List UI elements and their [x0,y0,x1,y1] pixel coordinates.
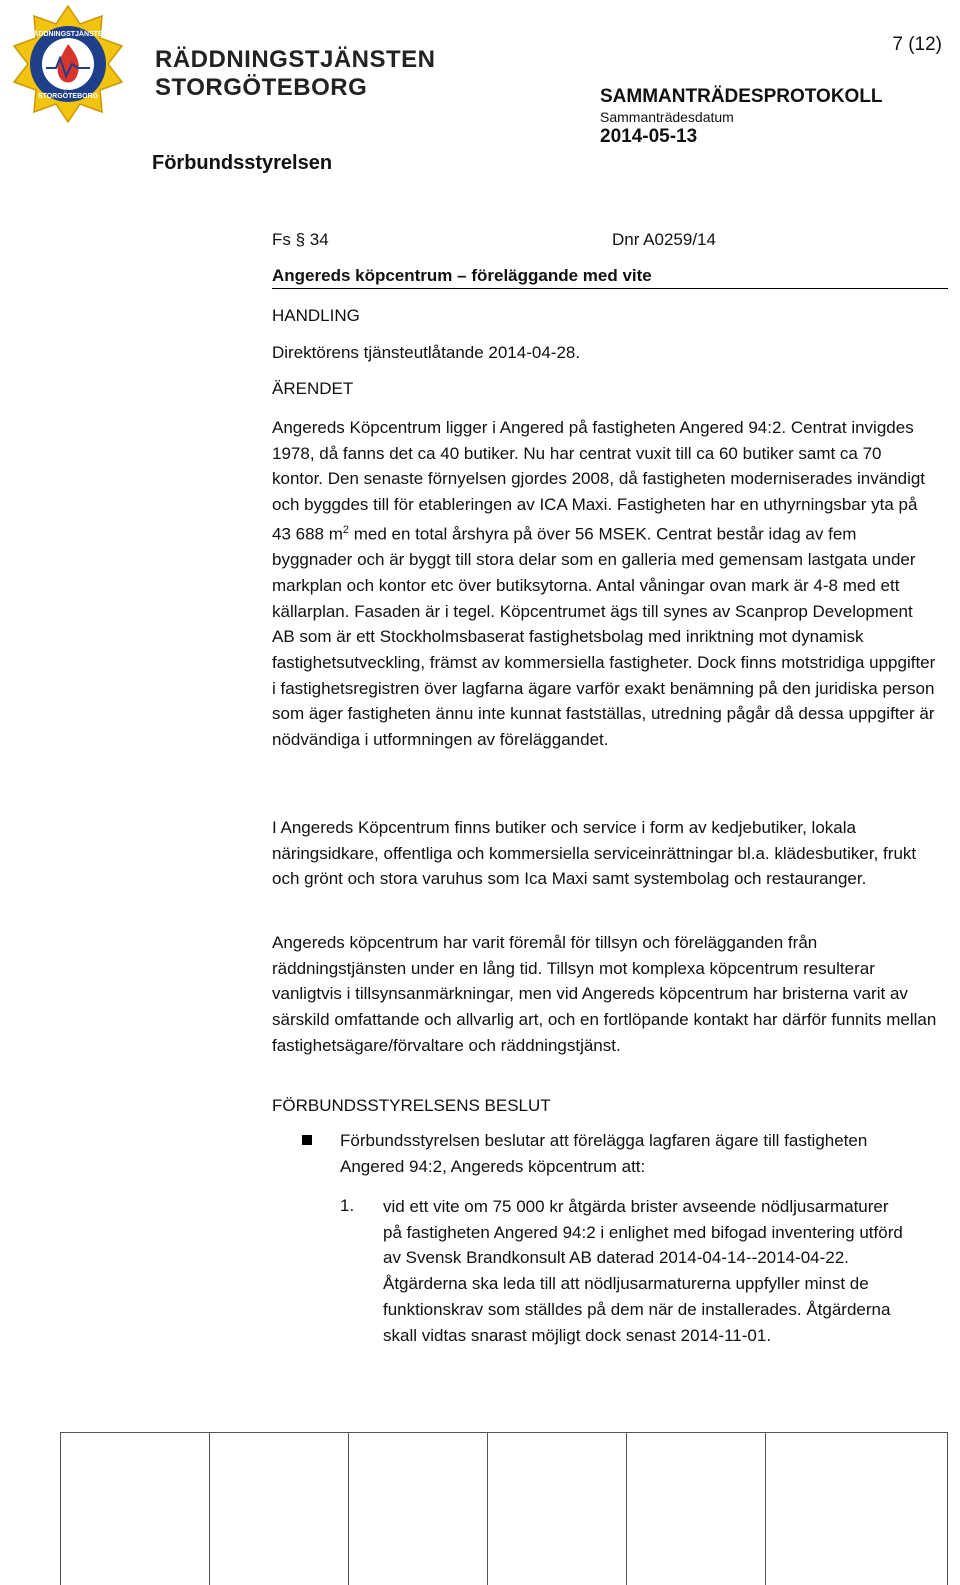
arendet-p1-part2: med en total årshyra på över 56 MSEK. Centrat består idag av fem byggnader och är byggt till stora delar som en galleria med gemensam lastgata under markplan och kontor etc över butiksytorna. Antal våningar ovan mark är 4-8 med ett källarplan. Fasaden är i tegel. Köpcentrumet ägs till synes av Scanprop Development AB som är ett Stockholmsbaserat fastighetsbolag med inriktning mot dynamisk fastighetsutveckling, främst av kommersiella fastigheter. Dock finns motstridiga uppgifter i fastighetsregistren över lagfarna ägare varför exakt benämning på den juridiska person som äger fastigheten ännu inte kunnat fastställas, utredning pågår då dessa uppgifter är nödvändiga i utformningen av föreläggandet. [272,524,936,750]
logo-ring-text-top: RÄDDNINGSTJÄNSTEN [28,31,108,38]
arendet-paragraph-2: I Angereds Köpcentrum finns butiker och service i form av kedjebutiker, lokala näringsidkare, offentliga och kommersiella serviceinrättningar bl.a. klädesbutiker, frukt och grönt och stora varuhus som Ica Maxi samt systembolag och restauranger. [272,818,917,889]
signature-cell [210,1433,349,1585]
handling-text: Direktörens tjänsteutlåtande 2014-04-28. [272,343,581,362]
item-subject: Angereds köpcentrum – föreläggande med vite [272,266,948,289]
page-number: 7 (12) [892,34,942,55]
beslut-item-number: 1. [340,1196,355,1215]
signature-cell [488,1433,627,1585]
arendet-paragraph-1 [272,415,937,753]
arendet-paragraph-3: Angereds köpcentrum har varit föremål för tillsyn och förelägganden från räddningstjänsten under en lång tid. Tillsyn mot komplexa köpcentrum resulterar vanligtvis i tillsynsanmärkningar, men vid Angereds köpcentrum har bristerna varit av särskild omfattande och allvarlig art, och en fortlöpande kontakt har därför funnits mellan fastighetsägare/förvaltare och räddningstjänst. [272,933,937,1055]
arendet-heading: ÄRENDET [272,379,354,398]
protocol-title: SAMMANTRÄDESPROTOKOLL [600,86,883,107]
organization-logo [4,4,146,124]
bullet-square-icon [302,1135,312,1145]
signature-cell [349,1433,488,1585]
signature-cell [627,1433,766,1585]
meeting-date-label: Sammanträdesdatum [600,109,734,125]
signature-cell [61,1433,210,1585]
diary-number: Dnr A0259/14 [612,230,716,249]
beslut-bullet-text: Förbundsstyrelsen beslutar att förelägga lagfaren ägare till fastigheten Angered 94:2, Angereds köpcentrum att: [340,1131,868,1176]
arendet-p1-part1: Angereds Köpcentrum ligger i Angered på fastigheten Angered 94:2. Centrat invigdes 1978, då fanns det ca 40 butiker. Nu har centrat vuxit till ca 60 butiker samt ca 70 kontor. Den senaste förnyelsen gjordes 2008, då fastigheten moderniserades invändigt och byggdes till för etableringen av ICA Maxi. Fastigheten har en uthyrningsbar yta på 43 688 m [272,418,926,544]
logo-ring-text-bottom: STORGÖTEBORG [37,93,99,100]
area-superscript: 2 [342,523,350,536]
paragraph-number: Fs § 34 [272,230,329,249]
organization-name-line1: RÄDDNINGSTJÄNSTEN [155,46,436,73]
beslut-item-text: vid ett vite om 75 000 kr åtgärda brister avseende nödljusarmaturer på fastigheten Angered 94:2 i enlighet med bifogad inventering utförd av Svensk Brandkonsult AB daterad 2014-04-14--2014-04-22. Åtgärderna ska leda till att nödljusarmaturerna uppfyller minst de funktionskrav som ställdes på dem när de installerades. Åtgärderna skall vidtas snarast möjligt dock senast 2014-11-01. [383,1197,903,1345]
beslut-heading: FÖRBUNDSSTYRELSENS BESLUT [272,1096,551,1115]
organization-name-line2: STORGÖTEBORG [155,74,368,101]
signature-table [60,1432,948,1585]
handling-heading: HANDLING [272,306,360,325]
board-name: Förbundsstyrelsen [152,152,333,174]
meeting-date: 2014-05-13 [600,126,698,147]
signature-cell [766,1433,948,1585]
